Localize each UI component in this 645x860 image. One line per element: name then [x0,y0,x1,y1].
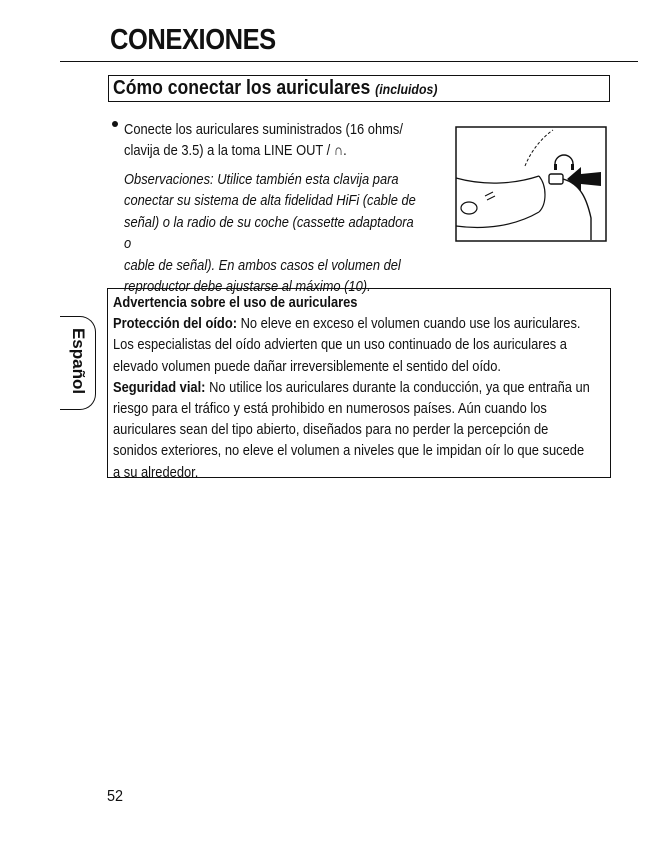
page-title: CONEXIONES [110,24,276,56]
headphone-connection-illustration [455,126,607,242]
player-side-edge [539,176,545,212]
road-safety-label: Seguridad vial: [113,378,206,396]
section-heading [113,77,437,100]
road-safety-paragraph [113,377,595,483]
bullet-text: Conecte los auriculares suministrados (16 ohms/ clavija de 3.5) a la toma LINE OUT / ∩. [124,121,403,159]
language-tab-label: Español [69,327,88,395]
note-text: Observaciones: Utilice también esta clavija para conectar su sistema de alta fidelidad HiFi (cable de señal) o la radio de su coche (cassette adaptadora o cable de señal). En ambos casos el volumen del reproductor debe ajustarse al máximo (10). [124,171,416,296]
player-rear-edge [525,130,553,166]
headphone-cable [563,179,591,240]
page-number: 52 [107,788,124,805]
hearing-text: No eleve en exceso el volumen cuando use los auriculares. Los especialistas del oído advierten que un uso continuado de los auriculares a elevado volumen puede dañar irreversiblemente el sentido del oído. [113,315,581,375]
hearing-paragraph [113,313,595,377]
headphone-symbol-left [554,164,557,170]
warning-title: Advertencia sobre el uso de auriculares [113,294,358,311]
arrow-icon [567,167,601,191]
title-rule [60,61,638,62]
section-heading-box [108,75,610,102]
warning-content [113,292,595,483]
language-tab [60,316,96,410]
player-button [461,202,477,214]
headphone-symbol-right [571,164,574,170]
player-label-lines [485,192,495,200]
headphone-symbol-icon [555,155,573,164]
bullet-icon [112,121,118,127]
jack-plug [549,174,563,184]
section-heading-text: Cómo conectar los auriculares [113,77,371,99]
road-safety-text: No utilice los auriculares durante la conducción, ya que entraña un riesgo para el tráfico y está prohibido en numerosos países. Aún cuando los auriculares sean del tipo abierto, diseñados para no perder la percepción de sonidos exteriores, no eleve el volumen a niveles que le impidan oír lo que sucede a su alrededor. [113,378,590,481]
player-top-edge [456,176,539,183]
hearing-label: Protección del oído: [113,315,238,333]
warning-box [107,288,611,481]
section-subheading: (incluidos) [375,81,438,97]
